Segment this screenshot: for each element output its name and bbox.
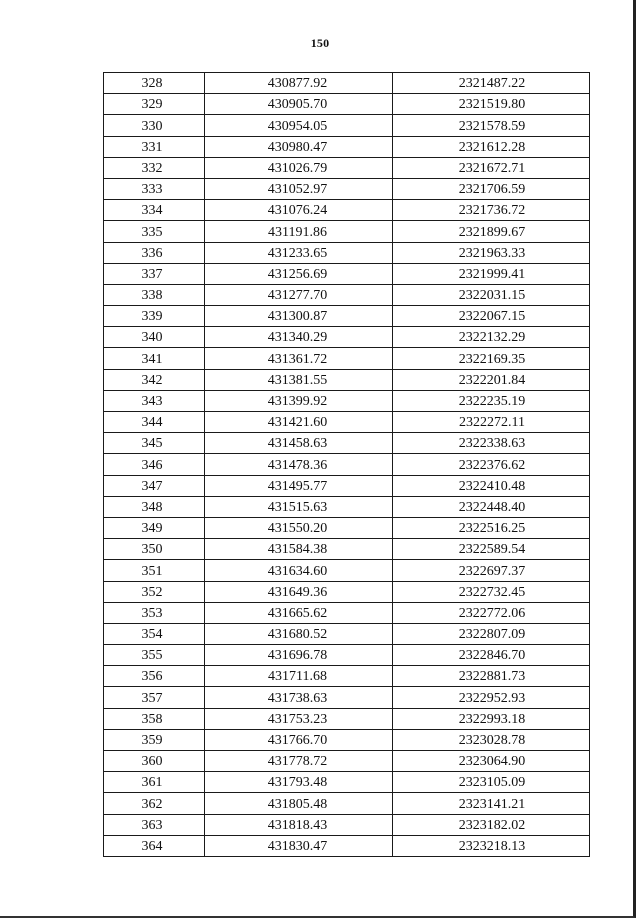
table-row: [104, 348, 590, 369]
point-index-cell: 348: [104, 496, 205, 517]
y-coordinate-cell: 2321899.67: [393, 221, 590, 242]
x-coordinate-cell: 431830.47: [205, 835, 393, 856]
point-index-cell: 332: [104, 157, 205, 178]
x-coordinate-cell: 431778.72: [205, 751, 393, 772]
y-coordinate-cell: 2322067.15: [393, 306, 590, 327]
point-index-cell: 342: [104, 369, 205, 390]
point-index-cell: 364: [104, 835, 205, 856]
y-coordinate-cell: 2321519.80: [393, 94, 590, 115]
point-index-cell: 356: [104, 666, 205, 687]
point-index-cell: 361: [104, 772, 205, 793]
y-coordinate-cell: 2322169.35: [393, 348, 590, 369]
y-coordinate-cell: 2323028.78: [393, 729, 590, 750]
x-coordinate-cell: 430980.47: [205, 136, 393, 157]
y-coordinate-cell: 2322031.15: [393, 284, 590, 305]
y-coordinate-cell: 2322881.73: [393, 666, 590, 687]
y-coordinate-cell: 2323141.21: [393, 793, 590, 814]
table-row: [104, 602, 590, 623]
point-index-cell: 358: [104, 708, 205, 729]
point-index-cell: 344: [104, 412, 205, 433]
y-coordinate-cell: 2321578.59: [393, 115, 590, 136]
table-row: [104, 284, 590, 305]
table-row: [104, 221, 590, 242]
y-coordinate-cell: 2323064.90: [393, 751, 590, 772]
x-coordinate-cell: 431191.86: [205, 221, 393, 242]
x-coordinate-cell: 431793.48: [205, 772, 393, 793]
x-coordinate-cell: 431649.36: [205, 581, 393, 602]
point-index-cell: 351: [104, 560, 205, 581]
x-coordinate-cell: 431026.79: [205, 157, 393, 178]
point-index-cell: 345: [104, 433, 205, 454]
table-row: [104, 645, 590, 666]
point-index-cell: 362: [104, 793, 205, 814]
point-index-cell: 334: [104, 200, 205, 221]
y-coordinate-cell: 2321706.59: [393, 178, 590, 199]
table-row: [104, 729, 590, 750]
y-coordinate-cell: 2322589.54: [393, 539, 590, 560]
x-coordinate-cell: 431550.20: [205, 517, 393, 538]
y-coordinate-cell: 2322338.63: [393, 433, 590, 454]
y-coordinate-cell: 2322272.11: [393, 412, 590, 433]
x-coordinate-cell: 431805.48: [205, 793, 393, 814]
point-index-cell: 363: [104, 814, 205, 835]
point-index-cell: 357: [104, 687, 205, 708]
table-row: [104, 390, 590, 411]
y-coordinate-cell: 2322448.40: [393, 496, 590, 517]
x-coordinate-cell: 431696.78: [205, 645, 393, 666]
table-row: [104, 369, 590, 390]
table-row: [104, 157, 590, 178]
y-coordinate-cell: 2321612.28: [393, 136, 590, 157]
point-index-cell: 352: [104, 581, 205, 602]
table-row: [104, 687, 590, 708]
table-row: [104, 708, 590, 729]
y-coordinate-cell: 2322201.84: [393, 369, 590, 390]
y-coordinate-cell: 2321999.41: [393, 263, 590, 284]
x-coordinate-cell: 430877.92: [205, 73, 393, 94]
table-row: [104, 475, 590, 496]
x-coordinate-cell: 431076.24: [205, 200, 393, 221]
table-row: [104, 412, 590, 433]
table-row: [104, 178, 590, 199]
y-coordinate-cell: 2322807.09: [393, 623, 590, 644]
point-index-cell: 343: [104, 390, 205, 411]
table-row: [104, 327, 590, 348]
table-row: [104, 517, 590, 538]
table-row: [104, 200, 590, 221]
point-index-cell: 341: [104, 348, 205, 369]
table-row: [104, 94, 590, 115]
x-coordinate-cell: 431634.60: [205, 560, 393, 581]
table-row: [104, 666, 590, 687]
table-row: [104, 835, 590, 856]
x-coordinate-cell: 431458.63: [205, 433, 393, 454]
point-index-cell: 340: [104, 327, 205, 348]
x-coordinate-cell: 431256.69: [205, 263, 393, 284]
x-coordinate-cell: 431277.70: [205, 284, 393, 305]
point-index-cell: 359: [104, 729, 205, 750]
point-index-cell: 338: [104, 284, 205, 305]
table-row: [104, 793, 590, 814]
x-coordinate-cell: 431495.77: [205, 475, 393, 496]
point-index-cell: 329: [104, 94, 205, 115]
y-coordinate-cell: 2322732.45: [393, 581, 590, 602]
y-coordinate-cell: 2321487.22: [393, 73, 590, 94]
y-coordinate-cell: 2322846.70: [393, 645, 590, 666]
table-row: [104, 242, 590, 263]
x-coordinate-cell: 431421.60: [205, 412, 393, 433]
x-coordinate-cell: 431665.62: [205, 602, 393, 623]
x-coordinate-cell: 431584.38: [205, 539, 393, 560]
table-row: [104, 263, 590, 284]
point-index-cell: 337: [104, 263, 205, 284]
x-coordinate-cell: 431381.55: [205, 369, 393, 390]
x-coordinate-cell: 431711.68: [205, 666, 393, 687]
point-index-cell: 333: [104, 178, 205, 199]
table-row: [104, 751, 590, 772]
y-coordinate-cell: 2322772.06: [393, 602, 590, 623]
point-index-cell: 354: [104, 623, 205, 644]
x-coordinate-cell: 431680.52: [205, 623, 393, 644]
point-index-cell: 328: [104, 73, 205, 94]
x-coordinate-cell: 431515.63: [205, 496, 393, 517]
table-row: [104, 136, 590, 157]
point-index-cell: 347: [104, 475, 205, 496]
x-coordinate-cell: 431738.63: [205, 687, 393, 708]
y-coordinate-cell: 2322235.19: [393, 390, 590, 411]
y-coordinate-cell: 2322993.18: [393, 708, 590, 729]
x-coordinate-cell: 431052.97: [205, 178, 393, 199]
x-coordinate-cell: 430905.70: [205, 94, 393, 115]
point-index-cell: 330: [104, 115, 205, 136]
coordinate-table: [103, 72, 590, 857]
point-index-cell: 353: [104, 602, 205, 623]
x-coordinate-cell: 431753.23: [205, 708, 393, 729]
table-row: [104, 115, 590, 136]
table-row: [104, 433, 590, 454]
coordinate-table-body: [104, 73, 590, 857]
table-row: [104, 623, 590, 644]
x-coordinate-cell: 431478.36: [205, 454, 393, 475]
y-coordinate-cell: 2321736.72: [393, 200, 590, 221]
point-index-cell: 339: [104, 306, 205, 327]
table-row: [104, 73, 590, 94]
x-coordinate-cell: 431340.29: [205, 327, 393, 348]
y-coordinate-cell: 2323182.02: [393, 814, 590, 835]
table-row: [104, 306, 590, 327]
table-row: [104, 454, 590, 475]
point-index-cell: 350: [104, 539, 205, 560]
y-coordinate-cell: 2321963.33: [393, 242, 590, 263]
point-index-cell: 336: [104, 242, 205, 263]
x-coordinate-cell: 431233.65: [205, 242, 393, 263]
y-coordinate-cell: 2323218.13: [393, 835, 590, 856]
y-coordinate-cell: 2322952.93: [393, 687, 590, 708]
point-index-cell: 355: [104, 645, 205, 666]
point-index-cell: 331: [104, 136, 205, 157]
point-index-cell: 335: [104, 221, 205, 242]
x-coordinate-cell: 431399.92: [205, 390, 393, 411]
point-index-cell: 360: [104, 751, 205, 772]
point-index-cell: 346: [104, 454, 205, 475]
table-row: [104, 814, 590, 835]
point-index-cell: 349: [104, 517, 205, 538]
table-row: [104, 772, 590, 793]
y-coordinate-cell: 2322410.48: [393, 475, 590, 496]
y-coordinate-cell: 2322516.25: [393, 517, 590, 538]
x-coordinate-cell: 431300.87: [205, 306, 393, 327]
y-coordinate-cell: 2321672.71: [393, 157, 590, 178]
table-row: [104, 539, 590, 560]
x-coordinate-cell: 431766.70: [205, 729, 393, 750]
table-row: [104, 581, 590, 602]
page-number: 150: [310, 36, 330, 50]
table-row: [104, 560, 590, 581]
x-coordinate-cell: 431361.72: [205, 348, 393, 369]
x-coordinate-cell: 431818.43: [205, 814, 393, 835]
y-coordinate-cell: 2322132.29: [393, 327, 590, 348]
y-coordinate-cell: 2323105.09: [393, 772, 590, 793]
y-coordinate-cell: 2322376.62: [393, 454, 590, 475]
table-row: [104, 496, 590, 517]
x-coordinate-cell: 430954.05: [205, 115, 393, 136]
y-coordinate-cell: 2322697.37: [393, 560, 590, 581]
